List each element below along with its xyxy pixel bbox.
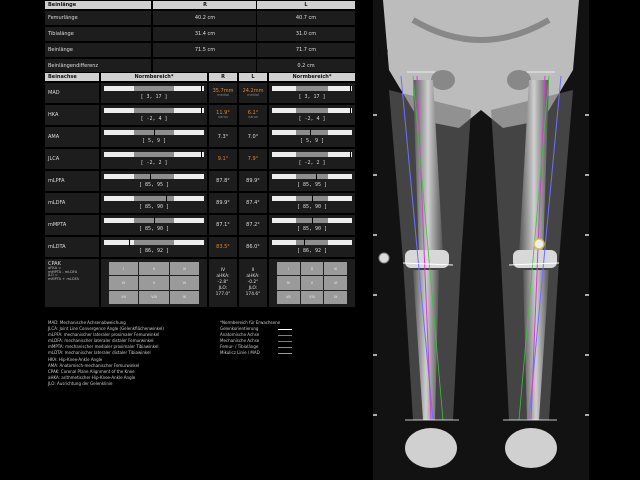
legend-abbrev-line: aHKA: arithmetischer Hip-Knee-Ankle Angle [48, 374, 136, 380]
range-text: [ 3, 17 ] [298, 94, 326, 100]
range-marker [201, 107, 202, 114]
axis-row-label: MAD [44, 82, 100, 104]
top-table-label: Beinlänge [44, 42, 152, 58]
legend-abbrev-line: mLDTA: mechanischer lateraler distaler Tibiawinkel [48, 350, 151, 356]
range-text: [ 85, 95 ] [296, 182, 328, 188]
legend-line-label: Anatomische Achse [220, 332, 260, 338]
cpak-grid-box: VI [170, 276, 199, 289]
side-label-right: R [377, 46, 389, 63]
range-text: [ 85, 90 ] [296, 226, 328, 232]
cpak-grid-box: II [301, 262, 324, 275]
range-marker [154, 129, 155, 136]
cpak-grid-box: III [170, 262, 199, 275]
range-text: [ 85, 90 ] [296, 204, 328, 210]
range-normal-segment [296, 174, 328, 179]
value-cell-r [208, 214, 238, 236]
range-cell-r [100, 148, 208, 170]
cpak-value-line: aHKA: [246, 274, 260, 279]
value-cell-r [208, 236, 238, 258]
value-r: 7.3° [217, 133, 229, 140]
cpak-grid-box: I [109, 262, 138, 275]
top-table-label: Femurlänge [44, 10, 152, 26]
range-bar [104, 196, 204, 201]
cpak-label-cell [44, 258, 100, 308]
legend-line-label: Mikulicz Linie / MAD [220, 350, 260, 356]
cpak-label-line: JLO = [48, 273, 58, 278]
legend-line-label: Mechanische Achse [220, 338, 260, 344]
range-marker [350, 85, 351, 92]
range-cell-r [100, 126, 208, 148]
range-marker [312, 195, 313, 202]
range-cell-r [100, 170, 208, 192]
legend-line-swatch [278, 341, 292, 342]
cpak-value-line: 177.0° [215, 292, 231, 297]
top-table-header: L [256, 0, 356, 10]
legend-abbrev-line: JLCA: Joint Line Convergence Angle (Gelenkflächenwinkel) [48, 326, 164, 332]
line-legend [220, 320, 356, 357]
range-cell-r [100, 236, 208, 258]
value-l: 24.2mm [242, 87, 264, 94]
cpak-grid-box: IX [324, 291, 347, 304]
top-table-value-l: 31.0 cm [256, 26, 356, 42]
range-normal-segment [296, 108, 328, 113]
cpak-grid-box: VI [324, 276, 347, 289]
cpak-grid-box: VIII [301, 291, 324, 304]
range-normal-segment [134, 86, 174, 91]
range-text: [ -2, 2 ] [298, 160, 326, 166]
legend-abbrev-line: mLDFA: mechanischer lateraler distaler Femurwinkel [48, 338, 154, 344]
axis-row-label: mLDFA [44, 192, 100, 214]
range-text: [ 85, 90 ] [138, 226, 170, 232]
value-r: 87.8° [216, 177, 230, 184]
legend-line-swatch [278, 335, 292, 336]
cpak-grid-box: VII [277, 291, 300, 304]
cpak-grid-box: IX [170, 291, 199, 304]
top-table-value-r: 31.4 cm [152, 26, 258, 42]
range-cell-l [268, 214, 356, 236]
range-marker [166, 195, 167, 202]
abbreviation-legend [48, 320, 218, 387]
value-r: 87.1° [216, 221, 230, 228]
legend-line-swatch [278, 353, 292, 354]
range-normal-segment [134, 240, 174, 245]
value-r: 11.9° [216, 109, 230, 116]
range-cell-l [268, 82, 356, 104]
value-cell-l [238, 214, 268, 236]
legend-abbrev-line: CPAK: Coronal Plane Alignment of the Knee [48, 368, 135, 374]
cpak-label-line: mMPTA - mLDFA [48, 269, 78, 274]
cpak-grid-box: IV [277, 276, 300, 289]
axis-row-label: mLPFA [44, 170, 100, 192]
value-cell-r [208, 170, 238, 192]
range-bar [272, 240, 352, 245]
xray-image [373, 0, 589, 480]
cpak-value-line: -0.2° [247, 280, 259, 285]
axis-table-header: Normbereich* [268, 72, 356, 82]
cpak-grid-box: II [139, 262, 168, 275]
top-table-value-r: 40.2 cm [152, 10, 258, 26]
axis-row-label: JLCA [44, 148, 100, 170]
axis-table-header: L [238, 72, 268, 82]
value-l: 87.2° [246, 221, 260, 228]
range-cell-l [268, 104, 356, 126]
value-cell-r [208, 104, 238, 126]
value-cell-l [238, 170, 268, 192]
value-cell-r [208, 126, 238, 148]
range-text: [ 85, 95 ] [138, 182, 170, 188]
legend-abbrev-line: HKA: Hip-Knee-Ankle Angle [48, 356, 103, 362]
cpak-grid [109, 262, 199, 304]
range-marker [312, 217, 313, 224]
cpak-values-l [238, 258, 268, 308]
top-table-label: Beinlängendifferenz [44, 58, 152, 74]
cpak-grid-box: III [324, 262, 347, 275]
cpak-value-line: -2.8° [217, 280, 229, 285]
range-bar [104, 108, 204, 113]
range-marker [310, 129, 311, 136]
value-r: 9.1° [217, 155, 229, 162]
range-cell-r [100, 82, 208, 104]
value-cell-l [238, 192, 268, 214]
range-bar [104, 218, 204, 223]
range-bar [272, 152, 352, 157]
cpak-grid-box: VIII [139, 291, 168, 304]
cpak-value-line: aHKA: [216, 274, 230, 279]
cpak-grid-box: V [139, 276, 168, 289]
leg-xray-drawing [373, 0, 589, 480]
range-text: [ -2, 2 ] [140, 160, 168, 166]
range-normal-segment [134, 196, 174, 201]
value-sub-r: medial [217, 92, 229, 97]
range-cell-l [268, 192, 356, 214]
value-l: 7.0° [247, 133, 259, 140]
report-panel [44, 0, 356, 480]
value-l: 6.1° [247, 109, 259, 116]
range-bar [272, 196, 352, 201]
range-cell-l [268, 148, 356, 170]
cpak-label-line: aFKA = [48, 266, 62, 270]
range-text: [ 85, 90 ] [138, 204, 170, 210]
range-cell-r [100, 104, 208, 126]
range-cell-l [268, 236, 356, 258]
value-cell-l [238, 148, 268, 170]
range-normal-segment [134, 108, 174, 113]
range-bar [104, 130, 204, 135]
cpak-grid-box: IV [109, 276, 138, 289]
top-table-value-r: 71.5 cm [152, 42, 258, 58]
range-text: [ -2, 4 ] [298, 116, 326, 122]
top-table-value-l: 71.7 cm [256, 42, 356, 58]
legend-line-label: Gelenkorientierung [220, 326, 259, 332]
top-table-value-l: 40.7 cm [256, 10, 356, 26]
top-table-label: Tibialänge [44, 26, 152, 42]
range-normal-segment [134, 152, 174, 157]
value-cell-l [238, 104, 268, 126]
range-bar [104, 152, 204, 157]
legend-line-item [220, 350, 356, 356]
legend-note: *Normbereich für Erwachsene [220, 320, 281, 325]
legend-line-label: Femur- / Tibialänge [220, 344, 259, 350]
cpak-grid-box: VII [109, 291, 138, 304]
value-cell-l [238, 82, 268, 104]
value-r: 35.7mm [212, 87, 234, 94]
top-table-value-l: 0.2 cm [256, 58, 356, 74]
value-sub-r: varus [218, 114, 228, 119]
range-marker [350, 107, 351, 114]
range-bar [272, 86, 352, 91]
range-bar [272, 108, 352, 113]
value-l: 89.9° [246, 177, 260, 184]
axis-table-header: Beinachse [44, 72, 100, 82]
cpak-label-line: mMPTA + mLDFA [48, 276, 79, 281]
value-cell-r [208, 148, 238, 170]
cpak-value-line: 174.6° [245, 292, 261, 297]
range-marker [201, 85, 202, 92]
axis-table-header: R [208, 72, 238, 82]
value-r: 89.9° [216, 199, 230, 206]
axis-row-label: AMA [44, 126, 100, 148]
range-text: [ 86, 92 ] [296, 248, 328, 254]
legend-line-swatch [278, 347, 292, 348]
range-marker [201, 151, 202, 158]
range-marker [304, 239, 305, 246]
range-cell-r [100, 214, 208, 236]
range-bar [272, 174, 352, 179]
range-cell-l [268, 170, 356, 192]
value-l: 87.4° [246, 199, 260, 206]
top-table-header: R [152, 0, 258, 10]
legend-abbrev-line: JLO: Ausrichtung der Gelenklinie [48, 380, 113, 386]
range-marker [316, 173, 317, 180]
range-bar [272, 130, 352, 135]
range-marker [129, 239, 130, 246]
value-sub-l: medial [247, 92, 259, 97]
value-sub-l: varus [248, 114, 258, 119]
cpak-grid-cell-l [268, 258, 356, 308]
cpak-grid-box: I [277, 262, 300, 275]
legend-line-swatch [278, 329, 292, 330]
range-normal-segment [134, 174, 174, 179]
legend-abbrev-line: mLPFA: mechanischer lateraler proximaler Femurwinkel [48, 332, 160, 338]
range-marker [350, 151, 351, 158]
range-normal-segment [296, 152, 328, 157]
range-bar [104, 240, 204, 245]
value-l: 7.9° [247, 155, 259, 162]
legend-abbrev-line: MAD: Mechanische Achsenabweichung [48, 320, 126, 325]
range-cell-r [100, 192, 208, 214]
cpak-value-line: JLO: [218, 286, 228, 291]
value-cell-r [208, 192, 238, 214]
cpak-value-line: IV [220, 268, 226, 273]
range-normal-segment [296, 240, 328, 245]
range-text: [ 5, 9 ] [141, 138, 167, 144]
range-text: [ -2, 4 ] [140, 116, 168, 122]
range-marker [154, 217, 155, 224]
range-text: [ 5, 9 ] [299, 138, 325, 144]
range-bar [272, 218, 352, 223]
value-r: 83.5° [216, 243, 230, 250]
range-text: [ 86, 92 ] [138, 248, 170, 254]
cpak-label-line: CPAK [48, 261, 61, 267]
range-normal-segment [296, 86, 328, 91]
value-cell-r [208, 82, 238, 104]
axis-row-label: mMPTA [44, 214, 100, 236]
cpak-grid-box: V [301, 276, 324, 289]
top-table-header: Beinlänge [44, 0, 152, 10]
cpak-value-line: II [251, 268, 255, 273]
axis-row-label: HKA [44, 104, 100, 126]
range-normal-segment [296, 130, 328, 135]
value-l: 86.0° [246, 243, 260, 250]
axis-row-label: mLDTA [44, 236, 100, 258]
cpak-value-line: JLO: [248, 286, 258, 291]
value-cell-l [238, 126, 268, 148]
value-cell-l [238, 236, 268, 258]
range-bar [104, 86, 204, 91]
cpak-values-r [208, 258, 238, 308]
cpak-grid-cell-r [100, 258, 208, 308]
range-marker [150, 173, 151, 180]
range-cell-l [268, 126, 356, 148]
range-text: [ 3, 17 ] [140, 94, 168, 100]
legend-abbrev-line: mMPTA: mechanischer medialer proximaler Tibiawinkel [48, 344, 159, 350]
cpak-grid [277, 262, 347, 304]
legend-abbrev-line: AMA: Anatomisch-mechanischer Femurwinkel [48, 362, 140, 368]
range-bar [104, 174, 204, 179]
axis-table-header: Normbereich* [100, 72, 208, 82]
